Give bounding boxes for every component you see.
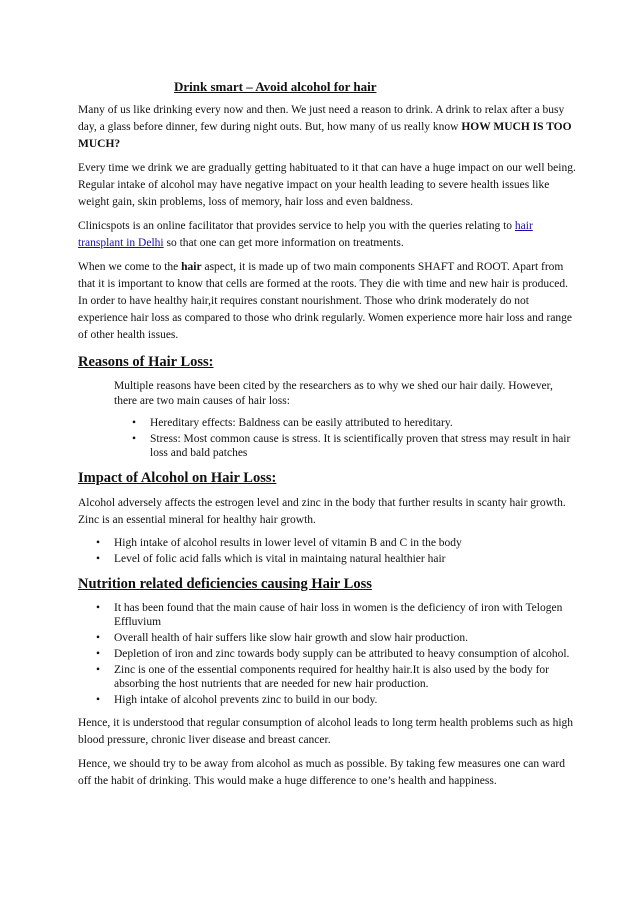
- intro-paragraph: Many of us like drinking every now and then. We just need a reason to drink. A drink to relax after a busy day, a glass before dinner, few during night outs. But, how many of us really know HOW MUCH IS TOO MUCH?: [78, 104, 572, 150]
- list-item: • Zinc is one of the essential components required for healthy hair.It is also used by the body for absorbing the host nutrients that are needed for new hair production.: [114, 663, 576, 691]
- habituation-paragraph: Every time we drink we are gradually getting habituated to it that can have a huge impact on our well being. Regular intake of alcohol may have negative impact on your health leading to severe health issues like weight gain, skin problems, loss of memory, hair loss and even baldness.: [78, 162, 576, 208]
- reasons-heading: Reasons of Hair Loss:: [78, 354, 214, 370]
- list-item: • High intake of alcohol prevents zinc to build in our body.: [114, 693, 576, 707]
- closing-paragraph-2: Hence, we should try to be away from alcohol as much as possible. By taking few measures one can ward off the habit of drinking. This would make a huge difference to one’s health and happiness.: [78, 758, 566, 787]
- nutrition-list: [78, 601, 576, 707]
- list-item: • Overall health of hair suffers like slow hair growth and slow hair production.: [114, 631, 576, 645]
- impact-list: [78, 536, 576, 566]
- clinicspots-paragraph: Clinicspots is an online facilitator that provides service to help you with the queries relating to hair transplant in Delhi so that one can get more information on treatments.: [78, 220, 533, 249]
- closing-paragraph-1: Hence, it is understood that regular consumption of alcohol leads to long term health problems such as high blood pressure, chronic liver disease and breast cancer.: [78, 717, 574, 746]
- list-item: • Hereditary effects: Baldness can be easily attributed to hereditary.: [150, 416, 576, 430]
- hair-transplant-link[interactable]: hair transplant in Delhi: [78, 220, 533, 249]
- list-item: • Stress: Most common cause is stress. It is scientifically proven that stress may result in hair loss and bald patches: [150, 432, 576, 460]
- reasons-list: [78, 416, 576, 460]
- list-item: • Depletion of iron and zinc towards body supply can be attributed to heavy consumption of alcohol.: [114, 647, 576, 661]
- list-item: • High intake of alcohol results in lower level of vitamin B and C in the body: [114, 536, 576, 550]
- list-item: • It has been found that the main cause of hair loss in women is the deficiency of iron with Telogen Effluvium: [114, 601, 576, 629]
- intro-emphasis: HOW MUCH IS TOO MUCH?: [78, 121, 572, 150]
- nutrition-heading: Nutrition related deficiencies causing Hair Loss: [78, 576, 372, 592]
- document-title: Drink smart – Avoid alcohol for hair: [174, 79, 377, 94]
- hair-aspect-paragraph: When we come to the hair aspect, it is made up of two main components SHAFT and ROOT. Apart from that it is important to know that cells are formed at the roots. They die with time and new hair is produced. In order to have healthy hair,it requires constant nourishment. Those who drink moderately do not experience hair loss as compared to those who drink regularly. Women experience more hair loss and range of other health issues.: [78, 261, 573, 341]
- impact-heading: Impact of Alcohol on Hair Loss:: [78, 470, 277, 486]
- reasons-text: Multiple reasons have been cited by the researchers as to why we shed our hair daily. However, there are two main causes of hair loss:: [114, 380, 553, 407]
- impact-text: Alcohol adversely affects the estrogen level and zinc in the body that further results in scanty hair growth. Zinc is an essential mineral for healthy hair growth.: [78, 497, 566, 526]
- list-item: • Level of folic acid falls which is vital in maintaing natural healthier hair: [114, 552, 576, 566]
